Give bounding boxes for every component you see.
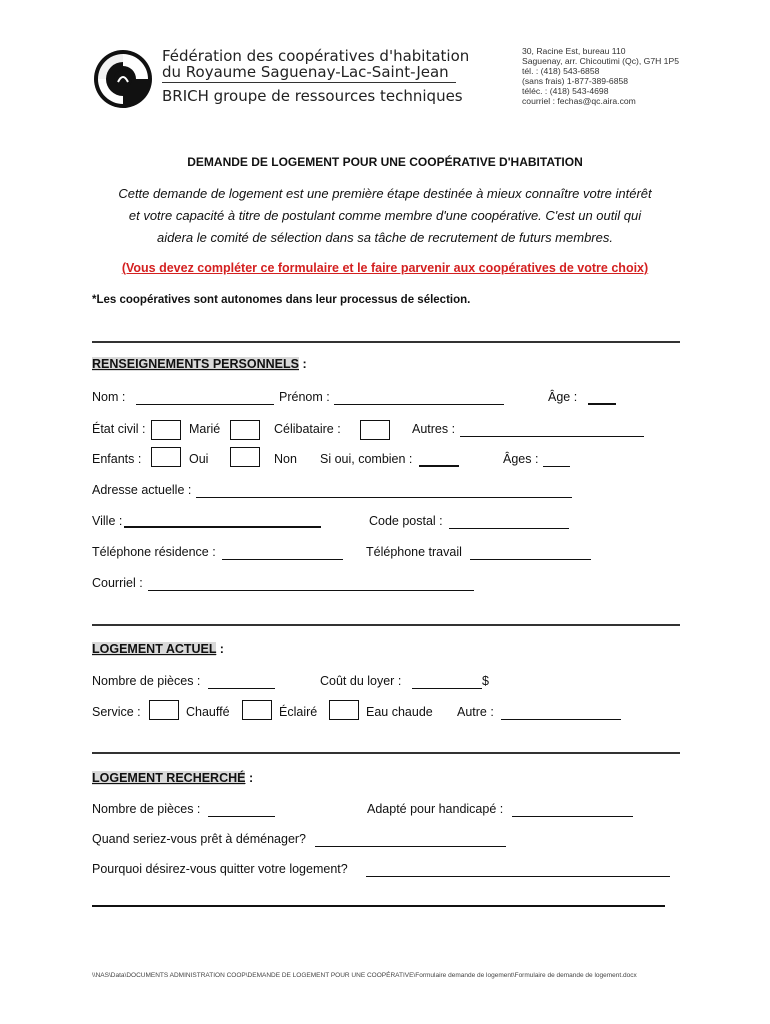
checkbox-chauffe[interactable] xyxy=(149,700,179,720)
field-nombre-pieces[interactable] xyxy=(208,688,275,689)
heading-colon: : xyxy=(245,771,254,785)
heading-text: LOGEMENT ACTUEL xyxy=(92,642,217,656)
field-courriel[interactable] xyxy=(148,590,474,591)
section-divider xyxy=(92,624,680,626)
heading-colon: : xyxy=(216,642,224,656)
checkbox-oui[interactable] xyxy=(151,447,181,467)
org-divider xyxy=(162,82,456,83)
field-adresse[interactable] xyxy=(196,497,572,498)
field-tel-residence[interactable] xyxy=(222,559,343,560)
field-autres[interactable] xyxy=(460,436,644,437)
label-adresse: Adresse actuelle : xyxy=(92,483,192,497)
checkbox-autres[interactable] xyxy=(360,420,390,440)
address-phone: tél. : (418) 543-6858 xyxy=(522,66,600,76)
dollar-sign: $ xyxy=(482,674,489,688)
org-name-line3: BRICH groupe de ressources techniques xyxy=(162,87,463,105)
address-fax: téléc. : (418) 543-4698 xyxy=(522,86,609,96)
field-age[interactable] xyxy=(588,403,616,405)
label-courriel: Courriel : xyxy=(92,576,143,590)
label-eclaire: Éclairé xyxy=(279,705,318,719)
field-cout-loyer[interactable] xyxy=(412,688,482,689)
field-nom[interactable] xyxy=(136,404,274,405)
federation-logo xyxy=(92,48,154,110)
label-tel-residence: Téléphone résidence : xyxy=(92,545,216,559)
label-age: Âge : xyxy=(548,390,578,404)
org-name-line1: Fédération des coopératives d'habitation xyxy=(162,47,470,65)
label-marie: Marié xyxy=(189,422,221,436)
field-combien[interactable] xyxy=(419,465,459,467)
heading-text: RENSEIGNEMENTS PERSONNELS xyxy=(92,357,299,371)
intro-line: et votre capacité à titre de postulant comme membre d'une coopérative. C'est un outil qui xyxy=(128,208,642,223)
checkbox-eclaire[interactable] xyxy=(242,700,272,720)
label-nom: Nom : xyxy=(92,390,126,404)
section-divider xyxy=(92,341,680,343)
field-ville[interactable] xyxy=(124,526,321,528)
label-nombre-pieces: Nombre de pièces : xyxy=(92,674,201,688)
label-adapte-handicape: Adapté pour handicapé : xyxy=(367,802,504,816)
label-service: Service : xyxy=(92,705,141,719)
field-tel-travail[interactable] xyxy=(470,559,591,560)
section-heading-current xyxy=(92,642,224,656)
label-pieces-recherche: Nombre de pièces : xyxy=(92,802,201,816)
checkbox-eau-chaude[interactable] xyxy=(329,700,359,720)
label-non: Non xyxy=(274,452,297,466)
label-autres: Autres : xyxy=(412,422,456,436)
checkbox-non[interactable] xyxy=(230,447,260,467)
address-email: courriel : fechas@qc.aira.com xyxy=(522,96,636,106)
label-quand-demenager: Quand seriez-vous prêt à déménager? xyxy=(92,832,307,846)
label-pourquoi-quitter: Pourquoi désirez-vous quitter votre logement? xyxy=(92,862,348,876)
section-heading-wanted xyxy=(92,771,253,785)
address-line: 30, Racine Est, bureau 110 xyxy=(522,46,626,56)
label-oui: Oui xyxy=(189,452,209,466)
label-chauffe: Chauffé xyxy=(186,705,230,719)
label-ages: Âges : xyxy=(503,452,539,466)
heading-text: LOGEMENT RECHERCHÉ xyxy=(92,771,246,785)
label-eau-chaude: Eau chaude xyxy=(366,705,433,719)
field-autre[interactable] xyxy=(501,719,621,720)
autonomy-note: *Les coopératives sont autonomes dans leur processus de sélection. xyxy=(92,294,471,306)
notice-text: (Vous devez compléter ce formulaire et le faire parvenir aux coopératives de votre choix) xyxy=(121,261,649,275)
intro-line: Cette demande de logement est une première étape destinée à mieux connaître votre intérêt xyxy=(118,186,652,201)
field-pourquoi-quitter[interactable] xyxy=(366,876,670,877)
intro-paragraph xyxy=(70,183,700,249)
intro-line: aidera le comité de sélection dans sa tâche de recrutement de futurs membres. xyxy=(157,230,613,245)
label-celibataire: Célibataire : xyxy=(274,422,341,436)
field-adapte-handicape[interactable] xyxy=(512,816,633,817)
label-prenom: Prénom : xyxy=(279,390,330,404)
field-quand-demenager[interactable] xyxy=(315,846,506,847)
section-heading-personal xyxy=(92,357,307,371)
checkbox-marie[interactable] xyxy=(151,420,181,440)
org-name-line2: du Royaume Saguenay-Lac-Saint-Jean xyxy=(162,63,449,81)
label-ville: Ville : xyxy=(92,514,123,528)
label-enfants: Enfants : xyxy=(92,452,142,466)
field-prenom[interactable] xyxy=(334,404,504,405)
section-divider xyxy=(92,752,680,754)
label-tel-travail: Téléphone travail xyxy=(366,545,462,559)
label-si-oui: Si oui, combien : xyxy=(320,452,413,466)
field-pourquoi-continued[interactable] xyxy=(92,905,665,907)
field-code-postal[interactable] xyxy=(449,528,569,529)
field-pieces-recherche[interactable] xyxy=(208,816,275,817)
heading-colon: : xyxy=(298,357,307,371)
checkbox-celibataire[interactable] xyxy=(230,420,260,440)
label-etat-civil: État civil : xyxy=(92,422,146,436)
document-path-footer: \\NAS\Data\DOCUMENTS ADMINISTRATION COOP\DEMANDE DE LOGEMENT POUR UNE COOPÉRATIVE\Formulaire demande de logement\Formulaire de demande de logement.docx xyxy=(92,972,637,979)
address-tollfree: (sans frais) 1-877-389-6858 xyxy=(522,76,629,86)
form-title: DEMANDE DE LOGEMENT POUR UNE COOPÉRATIVE D'HABITATION xyxy=(187,155,583,169)
label-code-postal: Code postal : xyxy=(369,514,443,528)
label-cout-loyer: Coût du loyer : xyxy=(320,674,402,688)
address-line: Saguenay, arr. Chicoutimi (Qc), G7H 1P5 xyxy=(522,56,679,66)
label-autre: Autre : xyxy=(457,705,494,719)
field-ages[interactable] xyxy=(543,466,570,467)
